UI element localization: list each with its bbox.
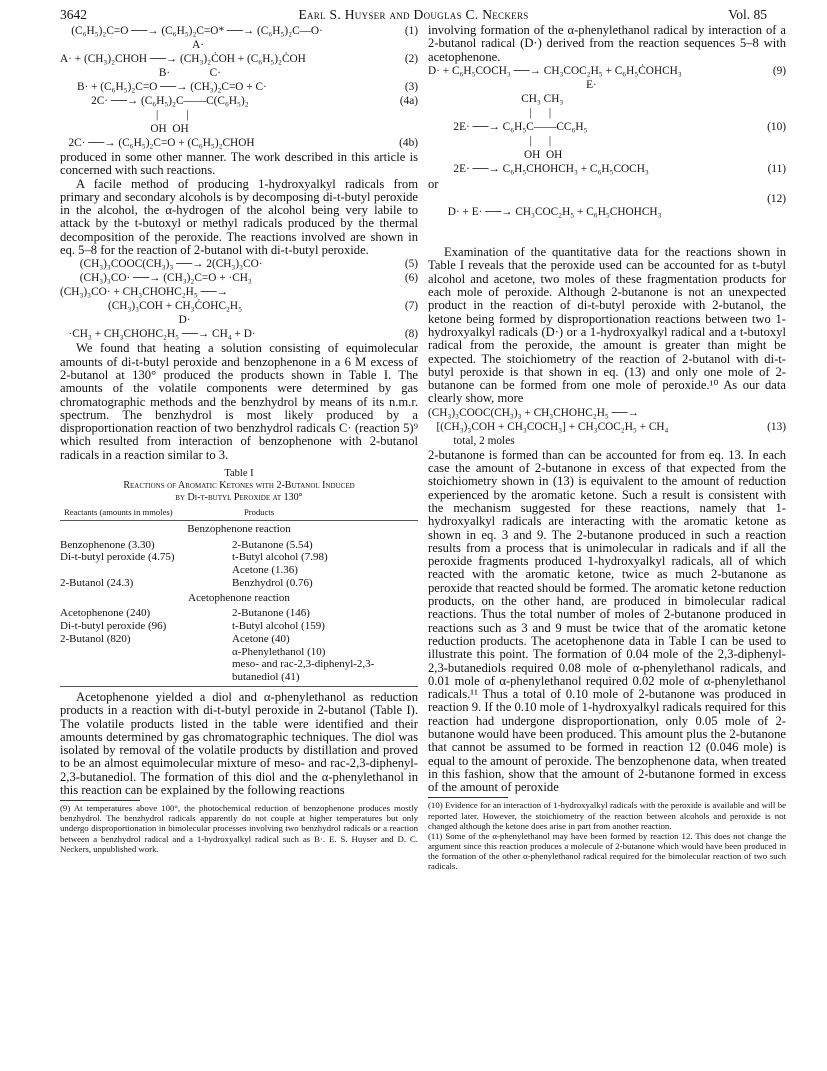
left-column <box>60 24 418 854</box>
reactant-cell: Di-t-butyl peroxide (96) <box>60 619 167 632</box>
paragraph: 2-butanone is formed than can be accounted for from eq. 13. In each case the amount of 2-butanone in excess of that expected from the stoichiometry shown in (13) is equivalent to the amount of reduction experienced by the aromatic ketone. Such a result is consistent with the mechanism suggested for these reactions, namely that 1-hydroxyalkyl radicals are interacting with the aromatic ketone as shown in eq. 3 and 9. The 2-butanone produced in such a reaction results from a process that is unimolecular in radicals and if all the peroxide fragments produced 1-hydroxyalkyl radicals, all of which reacted with the aromatic ketone, twice as much 2-butanone as peroxide that reacted should be formed. The aromatic ketone reduction products, on the other hand, are produced in bimolecular radical reactions. Thus the total number of moles of 2-butanone produced in reactions such as 3 and 9 must be twice that of the aromatic ketone reduction products. The acetophenone data in Table I can be used to illustrate this point. The formation of 0.04 mole of the 2,3-diphenyl-2,3-butanediols required 0.08 mole of α-phenylethanol radicals, and 0.01 mole of α-phenylethanol required 0.02 mole of α-phenylethanol radicals.¹¹ Thus a total of 0.10 mole of 2-butanone was produced in reaction 9. If the 0.10 mole of 1-hydroxyalkyl radicals required for this reaction had undergone disproportionation, only 0.05 mole of 2-butanone would have been produced. This amount plus the 2-butanone that cannot be assumed to be formed in reaction 12 (0.046 mole) is equal to the amount of peroxide. The benzophenone data, when treated in this fashion, show that the amount of 2-butanone formed in excess of the amount of peroxide <box>428 447 786 795</box>
footnote: (11) Some of the α-phenylethanol may have been formed by reaction 12. This does not change the argument since this reaction produces a molecule of 2-butanone which would have been produced in the formation of the other α-phenylethanol radical required for the bimolecular reaction of two such radicals. <box>428 830 786 872</box>
product-cell: butanediol (41) <box>232 671 300 684</box>
equation-text: D· <box>60 314 191 327</box>
product-cell: 2-Butanone (5.54) <box>232 538 313 551</box>
equation-number: (4b) <box>399 137 418 149</box>
equation-text: E· <box>428 78 597 91</box>
equation-line <box>428 135 786 148</box>
equation-line <box>428 421 786 434</box>
equation-line <box>60 272 418 285</box>
equation-text: (C₆H₅)₂C=O ──→ (C₆H₅)₂C=O* ──→ (C₆H₅)₂C—O· <box>60 25 323 37</box>
equation-text: (CH₃)₃COH + CH₃ĊOHC₂H₅ <box>60 300 243 313</box>
table-header <box>60 506 418 521</box>
equation-line <box>428 163 786 176</box>
equation-number: (13) <box>767 420 786 433</box>
equation-line <box>60 67 418 80</box>
paragraph: involving formation of the α-phenylethanol radical by interaction of a 2-butanol radical (D·) derived from the reaction sequences 5–8 with acetophenone. <box>428 23 786 64</box>
equation-number: (4a) <box>399 95 418 107</box>
equation-line <box>60 25 418 38</box>
footnote-rule <box>428 797 508 798</box>
equation-number: (2) <box>404 53 418 65</box>
table-row <box>60 646 418 659</box>
equation-line <box>60 39 418 52</box>
equation-number: (11) <box>767 162 786 175</box>
equation-line <box>428 65 786 78</box>
reactant-cell <box>60 646 232 659</box>
equation-text: A· + (CH₃)₂CHOH ──→ (CH₃)₂ĊOH + (C₆H₅)₂ĊOH <box>60 53 306 65</box>
equation-text: OH OH <box>428 148 563 161</box>
table-row <box>60 620 418 633</box>
product-cell: Acetone (1.36) <box>232 564 298 577</box>
equation-number: (10) <box>767 120 786 133</box>
equation-text: (CH₃)₃COOC(CH₃)₃ + CH₃CHOHC₂H₅ ──→ <box>428 406 639 419</box>
equation-text: D· + E· ──→ CH₃COC₂H₅ + C₆H₅CHOHCH₃ <box>439 206 662 219</box>
column-header: Products <box>244 507 275 518</box>
equation-line <box>60 123 418 136</box>
equation-text: D· + C₆H₅COCH₃ ──→ CH₃COC₂H₅ + C₆H₅ĊOHCH₃ <box>428 64 682 77</box>
equation-text: B· + (C₆H₅)₂C=O ──→ (CH₃)₂C=O + C· <box>60 81 267 93</box>
table-row <box>60 564 418 577</box>
equation-line <box>60 300 418 313</box>
reactant-cell <box>60 564 232 577</box>
table-row <box>60 551 418 564</box>
reactant-cell: Acetophenone (240) <box>60 607 151 620</box>
equation-text: (CH₃)₃CO· ──→ (CH₃)₂C=O + ·CH₃ <box>60 272 252 285</box>
equation-line <box>60 53 418 66</box>
reactant-cell: Di-t-butyl peroxide (4.75) <box>60 551 175 564</box>
equation-text: OH OH <box>60 123 189 135</box>
equation-text: A· <box>60 39 205 51</box>
equation-text: | | <box>428 106 552 119</box>
equation-number: (1) <box>404 25 418 37</box>
equations-9-11 <box>428 65 786 176</box>
table-title: Table I <box>224 468 254 480</box>
paragraph: produced in some other manner. The work described in this article is concerned with such reactions. <box>60 150 418 178</box>
equation-line <box>60 328 418 341</box>
equation-text: | | <box>60 109 189 121</box>
equation-line <box>428 407 786 420</box>
equations-5-8 <box>60 258 418 341</box>
equation-line <box>428 121 786 134</box>
product-cell: 2-Butanone (146) <box>232 607 310 620</box>
equation-line <box>60 314 418 327</box>
reactant-cell: Benzophenone (3.30) <box>60 538 155 551</box>
reactant-cell <box>60 671 232 684</box>
equation-text: CH₃ CH₃ <box>428 92 564 105</box>
footnote: (9) At temperatures above 100°, the photochemical reduction of benzophenone produces mostly benzhydrol. The benzhydrol radicals apparently do not couple at higher temperatures but only undergo disproportionation in bimolecular processes involving two benzhydrol radicals or a reaction between a benzhydrol radical and a 1-hydroxyalkyl radical such as B·. E. S. Huyser and D. C. Neckers, unpublished work. <box>60 803 418 854</box>
equation-number: (12) <box>767 193 786 206</box>
table-row <box>60 577 418 590</box>
equation-text: 2E· ──→ C₆H₅CHOHCH₃ + C₆H₅COCH₃ <box>428 162 649 175</box>
page-header <box>60 7 767 23</box>
product-cell: t-Butyl alcohol (159) <box>232 619 325 632</box>
right-column <box>428 24 786 871</box>
equation-line <box>60 109 418 122</box>
table-row <box>60 633 418 646</box>
equation-text: 2E· ──→ C₆H₅C——CC₆H₅ <box>428 120 588 133</box>
equation-number: (3) <box>404 81 418 93</box>
running-authors: Earl S. Huyser and Douglas C. Neckers <box>298 7 529 22</box>
product-cell: t-Butyl alcohol (7.98) <box>232 551 328 564</box>
table-caption: Reactions of Aromatic Ketones with 2-Butanol Induced <box>123 480 355 492</box>
equation-line <box>428 149 786 162</box>
paragraph: A facile method of producing 1-hydroxyalkyl radicals from primary and secondary alcohols is by decomposing di-t-butyl peroxide in the alcohol, the α-hydrogen of the alcohol being very labile to attack by the t-butoxyl or methyl radicals produced by the thermal decomposition of the peroxide. The reactions involved are shown in eq. 5–8 for the reaction of 2-butanol with di-t-butyl peroxide. <box>60 176 418 258</box>
equation-number: (7) <box>404 300 418 313</box>
equation-line <box>60 95 418 108</box>
reactant-cell: 2-Butanol (24.3) <box>60 577 134 590</box>
column-header: Reactants (amounts in mmoles) <box>64 507 173 518</box>
equation-line <box>428 93 786 106</box>
equation-text: (CH₃)₃COOC(CH₃)₃ ──→ 2(CH₃)₃CO· <box>60 258 263 271</box>
equation-number: (5) <box>404 258 418 271</box>
equation-text: (CH₃)₃CO· + CH₃CHOHC₂H₅ ──→ <box>60 286 228 299</box>
equation-text: ·CH₃ + CH₃CHOHC₂H₅ ──→ CH₄ + D· <box>60 328 256 341</box>
table-row <box>60 607 418 620</box>
equation-text: B· C· <box>60 67 221 79</box>
product-cell: Benzhydrol (0.76) <box>232 577 313 590</box>
equation-line <box>428 193 786 245</box>
equation-number: (9) <box>772 64 786 77</box>
table-caption: by Di-t-butyl Peroxide at 130° <box>175 492 303 504</box>
volume-label: Vol. 85 <box>728 7 767 22</box>
product-cell: α-Phenylethanol (10) <box>232 645 326 658</box>
equations-1-4 <box>60 25 418 150</box>
equation-line <box>428 435 786 448</box>
equation-number: (6) <box>404 272 418 285</box>
equation-number: (8) <box>404 328 418 341</box>
equation-line <box>428 79 786 92</box>
page-number: 3642 <box>60 7 87 22</box>
product-cell: meso- and rac-2,3-diphenyl-2,3- <box>232 658 375 671</box>
table-row <box>60 658 418 671</box>
equation-13 <box>428 407 786 448</box>
table-row <box>60 671 418 684</box>
paragraph: Examination of the quantitative data for the reactions shown in Table I reveals that the peroxide used can be accounted for as t-butyl alcohol and acetone, two moles of these fragmentation products for each mole of peroxide. Although 2-butanone is not an unexpected product in the reaction of di-t-butyl peroxide with 2-butanol, the ketone being formed by disproportionation reactions between two 1-hydroxyalkyl radicals (D·) or a 1-hydroxyalkyl radical and a t-butoxyl radical from the peroxide, the amount is greater than might be expected. The stoichiometry of the reaction of 2-butanol with di-t-butyl peroxide is that shown in eq. (13) and only one mole of 2-butanone can be formed from one mole of peroxide.¹⁰ As our data clearly show, more <box>428 245 786 406</box>
reactant-cell: 2-Butanol (820) <box>60 632 131 645</box>
equation-text: 2C· ──→ (C₆H₅)₂C=O + (C₆H₅)₂CHOH <box>60 137 255 149</box>
equation-line <box>60 286 418 299</box>
equation-text: [(CH₃)₃COH + CH₃COCH₃] + CH₃COC₂H₅ + CH₄ <box>428 420 669 433</box>
paragraph: Acetophenone yielded a diol and α-phenylethanol as reduction products in a reaction with di-t-butyl peroxide in 2-butanol (Table I). The volatile products listed in the table were identified and their amounts determined by gas chromatographic techniques. The diol was isolated by removal of the volatile products by distillation and proved to be an almost equimolecular mixture of meso- and rac-2,3-diphenyl-2,3-butanediol. The formation of this diol and the α-phenylethanol in this reaction can be explained by the following reactions <box>60 689 418 797</box>
equation-line <box>60 81 418 94</box>
table-section-title: Benzophenone reaction <box>187 523 291 536</box>
footnote: (10) Evidence for an interaction of 1-hydroxyalkyl radicals with the peroxide is available and will be reported later. However, the stoichiometry of the reaction between alcohols and peroxide is not changed although the ketone does arise in part from another reaction. <box>428 800 786 831</box>
table-1 <box>60 468 418 687</box>
conjunction-text: or <box>428 176 439 191</box>
equation-line <box>60 137 418 150</box>
table-row <box>60 539 418 552</box>
table-body <box>60 607 418 684</box>
product-cell: Acetone (40) <box>232 632 290 645</box>
footnote-rule <box>60 800 140 801</box>
equation-line <box>428 107 786 120</box>
table-body <box>60 539 418 590</box>
table-section-title: Acetophenone reaction <box>188 591 290 604</box>
equation-line <box>60 258 418 271</box>
reactant-cell <box>60 658 232 671</box>
table-rule <box>60 686 418 687</box>
paragraph: We found that heating a solution consisting of equimolecular amounts of di-t-butyl peroxide and benzophenone in a 6 M excess of 2-butanol at 130° produced the products shown in Table I. The amounts of the volatile components were determined by gas chromatographic methods and the benzhydrol by means of its n.m.r. spectrum. The benzhydrol is most likely produced by a disproportionation reaction of two benzhydrol radicals C· (reaction 5)⁹ which resulted from interaction of benzophenone with 2-butanol radicals in a reaction similar to 3. <box>60 341 418 462</box>
equation-text: total, 2 moles <box>428 434 515 447</box>
equation-text: 2C· ──→ (C₆H₅)₂C——C(C₆H₅)₂ <box>60 95 249 107</box>
equation-text: | | <box>428 134 552 147</box>
